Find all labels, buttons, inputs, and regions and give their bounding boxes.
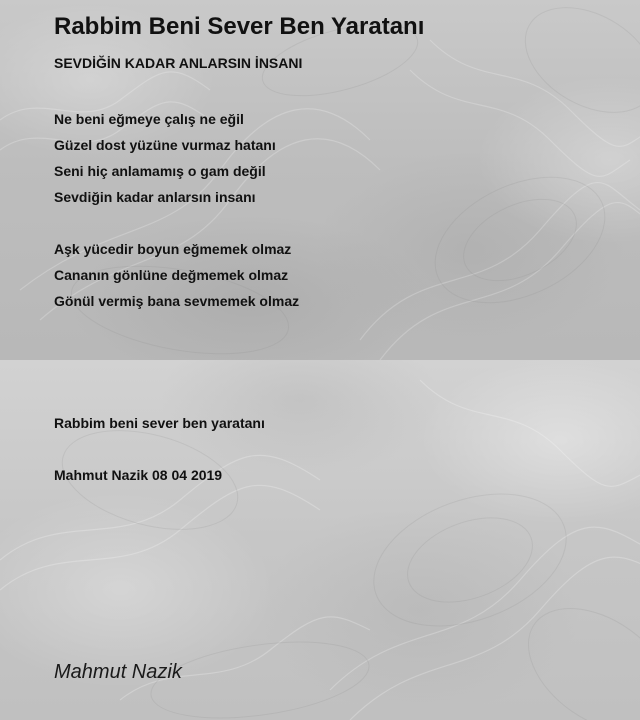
- poem-line: Aşk yücedir boyun eğmemek olmaz: [54, 241, 292, 257]
- poem-stanza-1: [54, 106, 276, 210]
- poem-line: Sevdiğin kadar anlarsın insanı: [54, 189, 256, 205]
- poem-bottom-panel: [0, 360, 640, 720]
- poem-line: Ne beni eğmeye çalış ne eğil: [54, 111, 244, 127]
- poem-subtitle: SEVDİĞİN KADAR ANLARSIN İNSANI: [54, 55, 303, 71]
- poem-author-date: Mahmut Nazik 08 04 2019: [54, 467, 223, 483]
- poem-line: Cananın gönlüne değmemek olmaz: [54, 267, 289, 283]
- poem-line: Güzel dost yüzüne vurmaz hatanı: [54, 137, 276, 153]
- poem-stanza-2: [54, 236, 299, 314]
- poem-line: Gönül vermiş bana sevmemek olmaz: [54, 293, 300, 309]
- poem-author-signature: Mahmut Nazik: [54, 661, 182, 683]
- poem-closing-line: Rabbim beni sever ben yaratanı: [54, 415, 265, 431]
- poem-line: Seni hiç anlamamış o gam değil: [54, 163, 266, 179]
- poem-title: Rabbim Beni Sever Ben Yaratanı: [54, 13, 425, 40]
